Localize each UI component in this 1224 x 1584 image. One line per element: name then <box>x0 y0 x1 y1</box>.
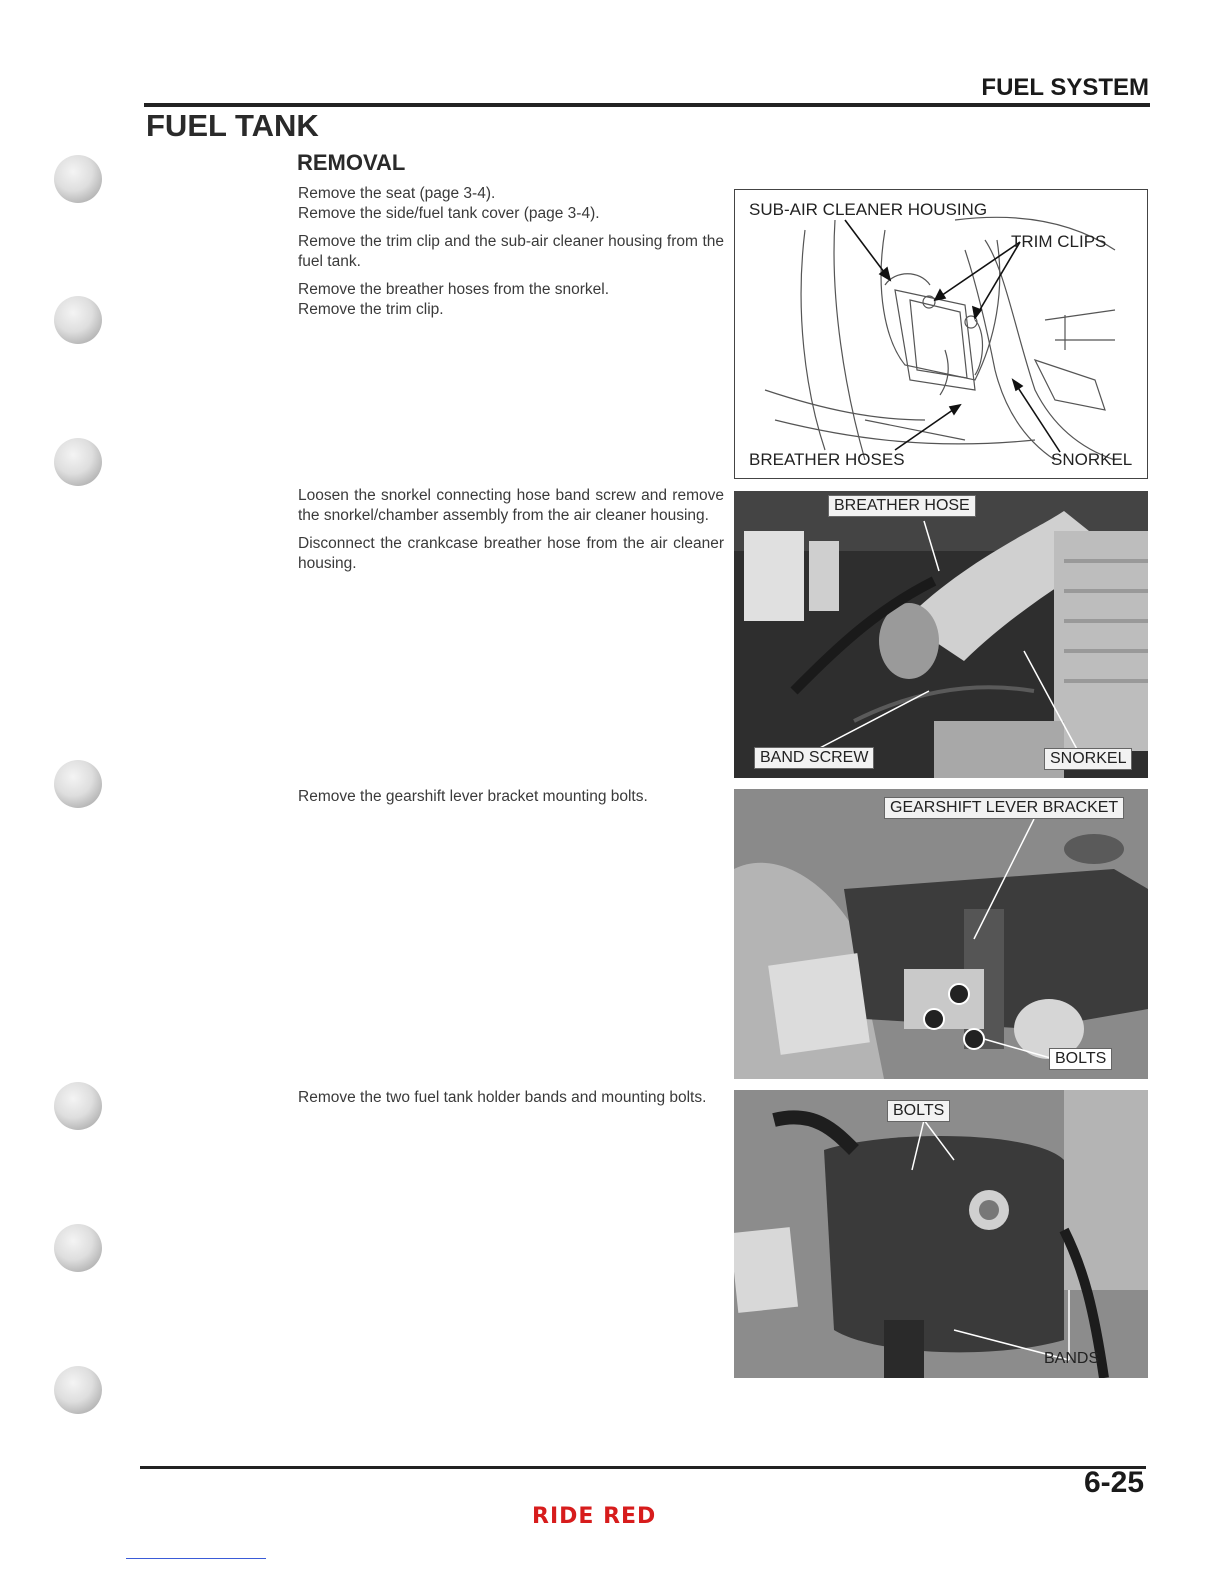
figure-fuel-tank-photo <box>734 1090 1148 1378</box>
label-bolts: BOLTS <box>887 1100 950 1122</box>
binder-hole <box>54 296 102 344</box>
step-4-text <box>298 1088 724 1116</box>
label-breather-hoses: BREATHER HOSES <box>749 450 905 469</box>
section-header: FUEL SYSTEM <box>981 74 1149 101</box>
step-1-text <box>298 184 724 328</box>
binder-hole <box>54 1224 102 1272</box>
label-band-screw: BAND SCREW <box>754 747 874 769</box>
label-bands: BANDS <box>1044 1350 1100 1367</box>
instruction-line: Remove the side/fuel tank cover (page 3-4). <box>298 205 600 222</box>
figure-sub-air-cleaner-diagram <box>734 189 1148 479</box>
step-3-text <box>298 787 724 815</box>
label-gearshift-lever-bracket: GEARSHIFT LEVER BRACKET <box>884 797 1124 819</box>
footer-rule <box>140 1466 1146 1469</box>
label-snorkel: SNORKEL <box>1044 748 1132 770</box>
header-rule <box>144 103 1150 107</box>
page-title: FUEL TANK <box>146 108 319 143</box>
brand-logo: RIDE RED <box>532 1504 657 1529</box>
label-bolts: BOLTS <box>1049 1048 1112 1070</box>
label-snorkel: SNORKEL <box>1051 450 1133 469</box>
photo-placeholder <box>734 491 1148 778</box>
figure-breather-hose-photo <box>734 491 1148 778</box>
page-number: 6-25 <box>1083 1466 1144 1499</box>
label-breather-hose: BREATHER HOSE <box>828 495 976 517</box>
binder-hole <box>54 438 102 486</box>
figure-gearshift-bracket-photo <box>734 789 1148 1079</box>
binder-hole <box>54 1366 102 1414</box>
instruction-line: Remove the trim clip. <box>298 301 444 318</box>
photo-placeholder <box>734 789 1148 1079</box>
instruction-line: Remove the trim clip and the sub-air cleaner housing from the fuel tank. <box>298 233 724 270</box>
binder-hole <box>54 155 102 203</box>
section-subtitle: REMOVAL <box>297 150 406 175</box>
instruction-line: Disconnect the crankcase breather hose from the air cleaner housing. <box>298 535 724 572</box>
step-2-text <box>298 486 724 582</box>
binder-hole <box>54 1082 102 1130</box>
footer-link-line <box>126 1558 266 1559</box>
label-sub-air-cleaner-housing: SUB-AIR CLEANER HOUSING <box>749 200 988 219</box>
instruction-line: Remove the seat (page 3-4). <box>298 185 496 202</box>
binder-hole <box>54 760 102 808</box>
instruction-line: Remove the breather hoses from the snorkel. <box>298 281 610 298</box>
instruction-line: Remove the gearshift lever bracket mounting bolts. <box>298 788 648 805</box>
instruction-line: Remove the two fuel tank holder bands and mounting bolts. <box>298 1089 707 1106</box>
label-trim-clips: TRIM CLIPS <box>1011 232 1107 251</box>
instruction-line: Loosen the snorkel connecting hose band screw and remove the snorkel/chamber assembly from the air cleaner housing. <box>298 487 724 524</box>
photo-placeholder <box>734 1090 1148 1378</box>
